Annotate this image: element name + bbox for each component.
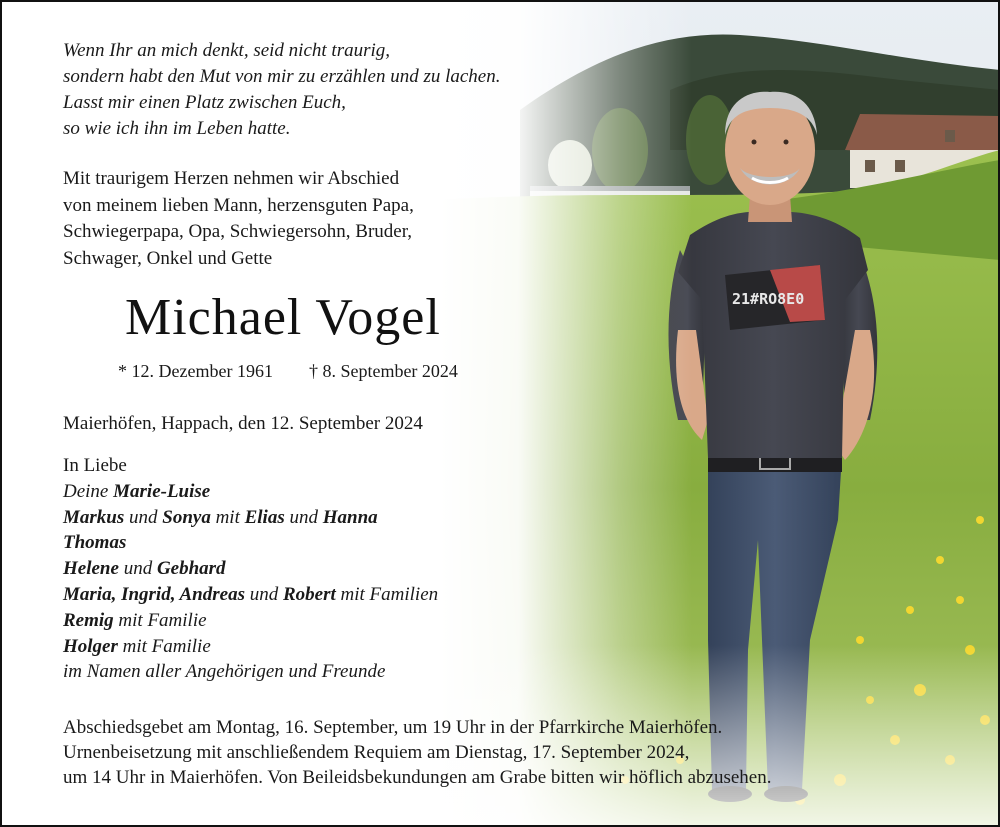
farewell-line: Schwager, Onkel und Gette (63, 247, 273, 269)
farewell-line: Schwiegerpapa, Opa, Schwiegersohn, Bruder, (63, 221, 413, 242)
poem-line: Lasst mir einen Platz zwischen Euch, (63, 92, 346, 113)
mourner-line: Maria, Ingrid, Andreas und Robert mit Familien (63, 583, 439, 605)
mourner-line: Deine Marie-Luise (63, 480, 211, 502)
service-line: um 14 Uhr in Maierhöfen. Von Beileidsbekundungen am Grabe bitten wir höflich abzusehen. (63, 767, 772, 788)
service-line: Abschiedsgebet am Montag, 16. September, um 19 Uhr in der Pfarrkirche Maierhöfen. (63, 717, 723, 738)
service-line: Urnenbeisetzung mit anschließendem Requiem am Dienstag, 17. September 2024, (63, 742, 690, 763)
poem-line: Wenn Ihr an mich denkt, seid nicht traurig, (63, 40, 391, 61)
farewell-line: Mit traurigem Herzen nehmen wir Abschied (63, 168, 400, 189)
mourner-line: Thomas (63, 532, 127, 554)
poem-line: so wie ich ihn im Leben hatte. (63, 118, 291, 139)
farewell-line: von meinem lieben Mann, herzensguten Papa, (63, 194, 414, 216)
mourner-line: Holger mit Familie (63, 635, 211, 657)
mourner-line: im Namen aller Angehörigen und Freunde (63, 661, 386, 683)
poem-line: sondern habt den Mut von mir zu erzählen und zu lachen. (63, 66, 501, 87)
birth-date: * 12. Dezember 1961 (118, 361, 273, 381)
death-date: † 8. September 2024 (308, 361, 458, 381)
mourner-line: Remig mit Familie (63, 609, 207, 631)
place-date: Maierhöfen, Happach, den 12. September 2024 (63, 413, 423, 434)
mourner-line: Helene und Gebhard (63, 558, 226, 580)
mourner-line: Markus und Sonya mit Elias und Hanna (63, 506, 378, 528)
in-love-label: In Liebe (63, 455, 127, 476)
deceased-name: Michael Vogel (125, 289, 441, 346)
